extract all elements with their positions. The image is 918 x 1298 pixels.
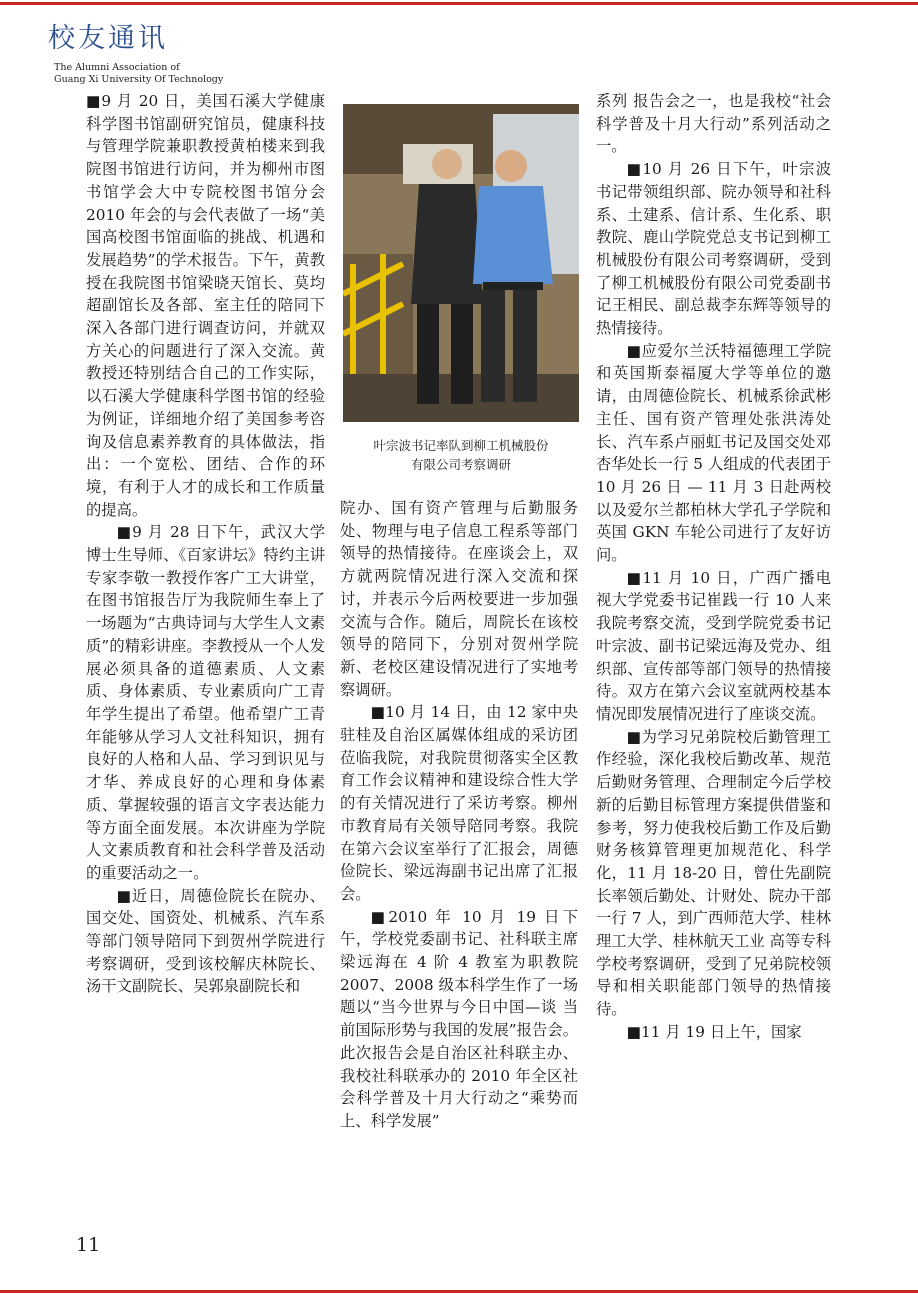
masthead-title: 校友通讯 <box>48 23 168 54</box>
paragraph: ■应爱尔兰沃特福德理工学院和英国斯泰福厦大学等单位的邀请，由周德俭院长、机械系徐武彬主任、国有资产管理处张洪涛处长、汽车系卢丽虹书记及国交处邓杏华处长一行 5 人组成的代表团于 10 月 26 日 — 11 月 3 日赴两校以及爱尔兰都柏林大学孔子学院和英国 GKN 车轮公司进行了友好访问。 <box>596 341 831 565</box>
photo-caption-line1: 叶宗波书记率队到柳工机械股份 <box>373 438 549 453</box>
paragraph: ■9 月 20 日，美国石溪大学健康科学图书馆副研究馆员，健康科技与管理学院兼职教授黄柏楼来到我院图书馆进行访问，并为柳州市图书馆学会大中专院校图书馆分会 2010 年会的与会代表做了一场“美国高校图书馆面临的挑战、机遇和发展趋势”的学术报告。下午，黄教授在我院图书馆梁晓天馆长、莫均超副馆长及各部、室主任的陪同下深入各部门进行调查访问，并就双方关心的问题进行了深入交流。黄教授还特别结合自己的工作实际，以石溪大学健康科学图书馆的经验为例证，详细地介绍了美国参考咨询及信息素养教育的具体做法，指出：一个宽松、团结、合作的环境，有利于人才的成长和工作质量的提高。 <box>86 92 325 519</box>
masthead-subtitle-line2: Guang Xi University Of Technology <box>54 74 224 85</box>
photo-caption-line2: 有限公司考察调研 <box>410 457 511 472</box>
masthead-subtitle-line1: The Alumni Association of <box>54 62 180 73</box>
text-column-3 <box>596 90 831 1205</box>
page-number: 11 <box>76 1234 101 1256</box>
paragraph: ■近日，周德俭院长在院办、国交处、国资处、机械系、汽车系等部门领导陪同下到贺州学院进行考察调研，受到该校解庆林院长、汤干文副院长、吴郭泉副院长和 <box>86 886 325 996</box>
paragraph: ■为学习兄弟院校后勤管理工作经验，深化我校后勤改革、规范后勤财务管理、合理制定今后学校新的后勤目标管理方案提供借鉴和参考，努力使我校后勤工作及后勤 财务核算管理更加规范化、科学化，11 月 18-20 日，曾仕先副院长率领后勤处、计财处、院办干部一行 7 人，到广西师范大学、桂林理工大学、桂林航天工业 高等专科学校考察调研，受到了兄弟院校领导和相关职能部门领导的热情接待。 <box>596 727 831 1019</box>
paragraph: ■11 月 10 日，广西广播电视大学党委书记崔践一行 10 人来我院考察交流，受到学院党委书记叶宗波、副书记梁远海及党办、组织部、宣传部等部门领导的热情接待。双方在第六会议室就两校基本情况即发展情况进行了座谈交流。 <box>596 568 831 723</box>
photo-illustration <box>343 104 579 422</box>
paragraph: ■2010 年 10 月 19 日下午，学校党委副书记、社科联主席梁远海在 4 阶 4 教室为职教院 2007、2008 级本科学生作了一场题以“当今世界与今日中国—谈 当前国际形势与我国的发展”报告会。此次报告会是自治区社科联主办、我校社科联承办的 2010 年全区社会科学普及十月大行动之“乘势而上、科学发展” <box>340 907 578 1130</box>
news-photo <box>343 104 579 422</box>
paragraph: 系列 报告会之一，也是我校“社会科学普及十月大行动”系列活动之一。 <box>596 92 831 156</box>
paragraph: 院办、国有资产管理与后勤服务处、物理与电子信息工程系等部门领导的热情接待。在座谈会上，双方就两院情况进行深入交流和探讨，并表示今后两校要进一步加强交流与合作。随后，周院长在该校领导的陪同下，分别对贺州学院新、老校区建设情况进行了实地考察调研。 <box>340 499 578 699</box>
paragraph: ■11 月 19 日上午，国家 <box>626 1022 802 1041</box>
text-column-2 <box>340 497 578 1209</box>
top-rule <box>0 2 918 5</box>
text-column-1 <box>86 90 325 1205</box>
paragraph: ■10 月 26 日下午，叶宗波书记带领组织部、院办领导和社科系、土建系、信计系、生化系、职教院、鹿山学院党总支书记到柳工机械股份有限公司考察调研，受到了柳工机械股份有限公司党委副书记王相民、副总裁李东辉等领导的热情接待。 <box>596 160 831 338</box>
paragraph: ■10 月 14 日，由 12 家中央驻桂及自治区属媒体组成的采访团莅临我院，对我院贯彻落实全区教育工作会议精神和建设综合性大学的有关情况进行了采访考察。柳州市教育局有关领导陪同考察。我院在第六会议室举行了汇报会，周德俭院长、梁远海副书记出席了汇报会。 <box>340 703 578 903</box>
photo-caption <box>343 436 579 474</box>
bottom-rule <box>0 1290 918 1293</box>
paragraph: ■9 月 28 日下午，武汉大学博士生导师、《百家讲坛》特约主讲专家李敬一教授作客广工大讲堂，在图书馆报告厅为我院师生奉上了一场题为“古典诗词与大学生人文素质”的精彩讲座。李教授从一个人发展必须具备的道德素质、人文素质、身体素质、专业素质向广工青年学生提出了希望。他希望广工青年能够从学习人文社科知识，拥有良好的人格和人品、学习到识见与才华、养成良好的心理和身体素质、掌握较强的语言文字表达能力等方面全面发展。本次讲座为学院人文素质教育和社会科学普及活动的重要活动之一。 <box>86 523 325 882</box>
